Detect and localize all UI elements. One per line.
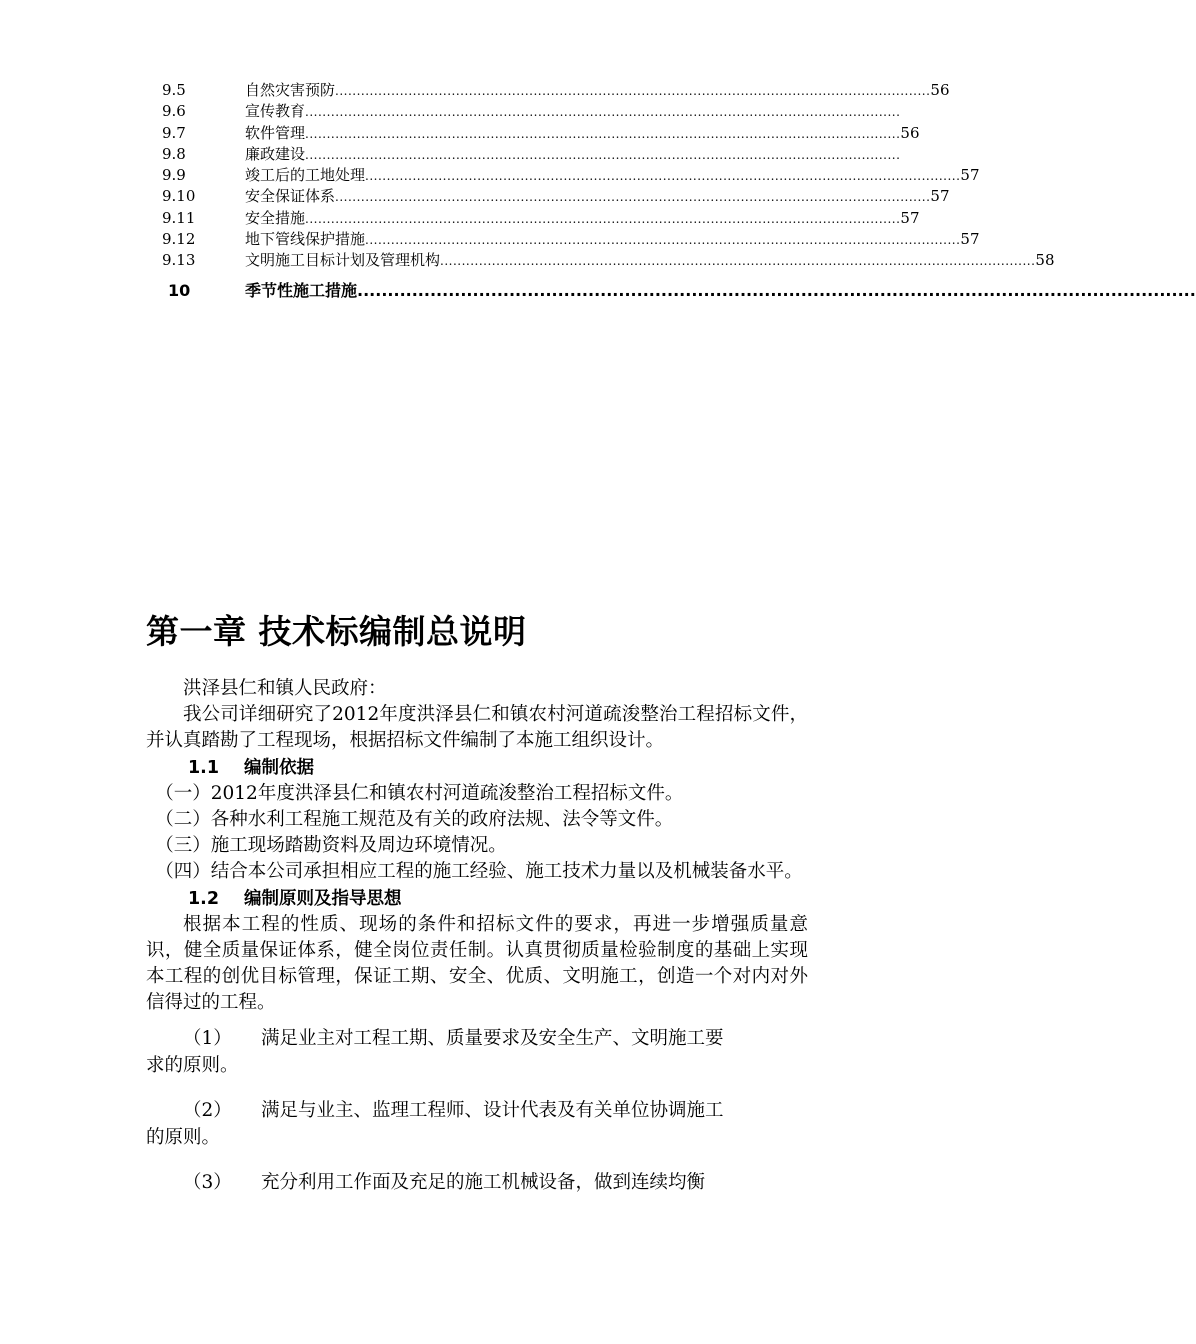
table-of-contents: [162, 80, 1196, 301]
item-text: 充分利用工作面及充足的施工机械设备，做到连续均衡: [261, 1171, 706, 1193]
toc-page: 56: [930, 81, 950, 99]
section-number: 1.2: [188, 888, 220, 909]
toc-title: 竣工后的工地处理: [245, 166, 366, 185]
document-body: [146, 676, 808, 1205]
item-continuation: 求的原则。: [146, 1054, 239, 1076]
toc-chapter-row[interactable]: [162, 280, 1196, 301]
toc-row[interactable]: [162, 165, 980, 186]
toc-title: 安全保证体系: [245, 187, 336, 206]
toc-row[interactable]: [162, 123, 920, 144]
toc-chapter-number: 10: [168, 280, 191, 300]
toc-title: 文明施工目标计划及管理机构: [245, 251, 441, 270]
principle-item: [146, 1089, 808, 1133]
toc-chapter-title: 季节性施工措施: [245, 280, 358, 300]
toc-number: 9.7: [162, 123, 186, 142]
item-continuation: 的原则。: [146, 1126, 221, 1148]
toc-leader: ..........................................................................................................................................: [440, 254, 1036, 269]
toc-number: 9.8: [162, 144, 186, 163]
section-number: 1.1: [188, 757, 220, 778]
toc-title: 自然灾害预防: [245, 81, 336, 99]
toc-row[interactable]: [162, 101, 901, 122]
item-text: 满足业主对工程工期、质量要求及安全生产、文明施工要: [261, 1027, 724, 1049]
toc-row[interactable]: [162, 80, 950, 101]
salutation: 洪泽县仁和镇人民政府：: [183, 678, 387, 699]
toc-title: 软件管理: [245, 123, 306, 142]
toc-row[interactable]: [162, 208, 920, 229]
section-heading-1-2: [146, 886, 808, 912]
toc-number: 9.12: [162, 230, 196, 249]
toc-number: 9.6: [162, 102, 186, 121]
basis-item: （三）施工现场踏勘资料及周边环境情况。: [155, 835, 507, 857]
toc-title: 地下管线保护措施: [245, 230, 366, 249]
item-number: （1）: [183, 1027, 232, 1049]
toc-page: 57: [960, 166, 980, 185]
intro-paragraph: 我公司详细研究了2012年度洪泽县仁和镇农村河道疏浚整治工程招标文件，并认真踏勘了工程现场，根据招标文件编制了本施工组织设计。: [146, 704, 808, 752]
toc-leader: ..........................................................................................................................................: [335, 84, 931, 98]
toc-leader: ..........................................................................................................................................: [305, 211, 901, 226]
principle-item: [146, 1161, 808, 1205]
principle-item: [146, 1017, 808, 1061]
toc-page: 57: [930, 187, 950, 206]
toc-leader: ..........................................................................................................................................: [357, 280, 1196, 300]
toc-number: 9.10: [162, 187, 196, 206]
basis-item: （一）2012年度洪泽县仁和镇农村河道疏浚整治工程招标文件。: [155, 782, 684, 804]
toc-number: 9.9: [162, 166, 186, 185]
section-title: 编制原则及指导思想: [244, 888, 402, 909]
toc-row[interactable]: [162, 250, 1055, 271]
section-title: 编制依据: [244, 757, 314, 778]
toc-page: 56: [900, 123, 920, 142]
toc-number: 9.5: [162, 81, 186, 99]
toc-leader: ..........................................................................................................................................: [335, 190, 931, 205]
toc-row[interactable]: [162, 144, 901, 165]
toc-number: 9.13: [162, 251, 196, 270]
toc-title: 廉政建设: [245, 144, 306, 163]
toc-leader: ..........................................................................................................................................: [305, 147, 901, 162]
toc-row[interactable]: [162, 186, 950, 207]
toc-number: 9.11: [162, 208, 196, 227]
toc-page: 57: [960, 230, 980, 249]
basis-item: （二）各种水利工程施工规范及有关的政府法规、法令等文件。: [155, 809, 674, 831]
item-text: 满足与业主、监理工程师、设计代表及有关单位协调施工: [261, 1099, 724, 1121]
toc-row[interactable]: [162, 229, 980, 250]
item-number: （3）: [183, 1171, 232, 1193]
item-number: （2）: [183, 1099, 232, 1121]
toc-title: 安全措施: [245, 208, 306, 227]
principle-paragraph: 根据本工程的性质、现场的条件和招标文件的要求，再进一步增强质量意识，健全质量保证体系，健全岗位责任制。认真贯彻质量检验制度的基础上实现本工程的创优目标管理，保证工期、安全、优质、文明施工，创造一个对内对外信得过的工程。: [146, 913, 808, 1014]
toc-page: 58: [1035, 251, 1055, 270]
toc-leader: ..........................................................................................................................................: [365, 233, 961, 248]
basis-item: （四）结合本公司承担相应工程的施工经验、施工技术力量以及机械装备水平。: [155, 861, 803, 883]
chapter-title: 第一章 技术标编制总说明: [146, 612, 527, 651]
toc-page: 57: [900, 208, 920, 227]
section-heading-1-1: [146, 755, 808, 781]
toc-leader: ..........................................................................................................................................: [305, 126, 901, 141]
toc-leader: ..........................................................................................................................................: [305, 105, 901, 120]
toc-title: 宣传教育: [245, 102, 306, 121]
toc-leader: ..........................................................................................................................................: [365, 169, 961, 184]
